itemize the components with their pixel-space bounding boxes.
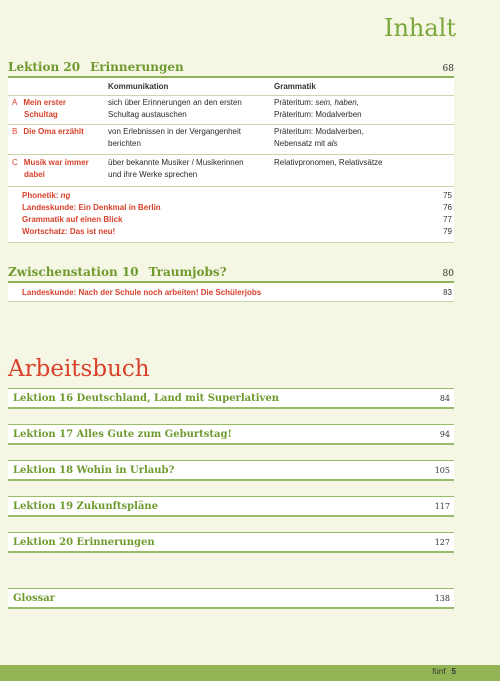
column-kommunikation: Kommunikation xyxy=(108,82,169,91)
arbeitsbuch-item[interactable]: Lektion 18 Wohin in Urlaub? 105 xyxy=(8,460,454,481)
arbeitsbuch-glossar[interactable]: Glossar 138 xyxy=(8,588,454,609)
topic-b: B Die Oma erzählt xyxy=(12,127,84,136)
arbeitsbuch-item[interactable]: Lektion 20 Erinnerungen 127 xyxy=(8,532,454,553)
extra-wortschatz[interactable]: Wortschatz: Das ist neu! xyxy=(22,227,116,236)
kommunikation-b: von Erlebnissen in der Vergangenheit berichten xyxy=(108,127,241,148)
grammatik-c: Relativpronomen, Relativsätze xyxy=(274,158,383,167)
extra-grammatik[interactable]: Grammatik auf einen Blick xyxy=(22,215,123,224)
grammatik-b: Präteritum: Modalverben, Nebensatz mit als xyxy=(274,127,364,148)
arbeitsbuch-title: Arbeitsbuch xyxy=(8,356,150,382)
zwischenstation-name: Traumjobs? xyxy=(148,265,227,279)
column-grammatik: Grammatik xyxy=(274,82,316,91)
divider xyxy=(8,186,454,187)
extra-landeskunde-page: 76 xyxy=(443,203,452,212)
arbeitsbuch-item[interactable]: Lektion 17 Alles Gute zum Geburtstag! 94 xyxy=(8,424,454,445)
lektion-name: Erinnerungen xyxy=(90,60,184,74)
lektion-page: 68 xyxy=(442,64,454,74)
kommunikation-c: über bekannte Musiker / Musikerinnen und ihre Werke sprechen xyxy=(108,158,244,179)
extra-schuelerjobs[interactable]: Landeskunde: Nach der Schule noch arbeiten! Die Schülerjobs xyxy=(22,288,262,297)
lektion-20-heading xyxy=(8,56,454,78)
topic-c: C Musik war immer dabei xyxy=(12,158,89,179)
extra-wortschatz-page: 79 xyxy=(443,227,452,236)
extra-phonetik[interactable]: Phonetik: ng xyxy=(22,191,71,200)
footer-bar xyxy=(0,665,500,681)
kommunikation-a: sich über Erinnerungen an den ersten Schultag austauschen xyxy=(108,98,242,119)
extra-schuelerjobs-page: 83 xyxy=(443,288,452,297)
topic-a: A Mein erster Schultag xyxy=(12,98,67,119)
page-number: fünf 5 xyxy=(432,667,456,676)
zwischenstation-page: 80 xyxy=(442,269,454,279)
zwischenstation-label: Zwischenstation 10 xyxy=(8,265,139,279)
divider xyxy=(8,95,454,96)
divider xyxy=(8,124,454,125)
divider xyxy=(8,154,454,155)
lektion-label: Lektion 20 xyxy=(8,60,81,74)
zwischenstation-heading xyxy=(8,261,454,283)
extra-landeskunde[interactable]: Landeskunde: Ein Denkmal in Berlin xyxy=(22,203,161,212)
extra-phonetik-page: 75 xyxy=(443,191,452,200)
arbeitsbuch-item[interactable]: Lektion 16 Deutschland, Land mit Superlativen 84 xyxy=(8,388,454,409)
page-title: Inhalt xyxy=(383,14,456,42)
grammatik-a: Präteritum: sein, haben, Präteritum: Modalverben xyxy=(274,98,362,119)
arbeitsbuch-item[interactable]: Lektion 19 Zukunftspläne 117 xyxy=(8,496,454,517)
extra-grammatik-page: 77 xyxy=(443,215,452,224)
